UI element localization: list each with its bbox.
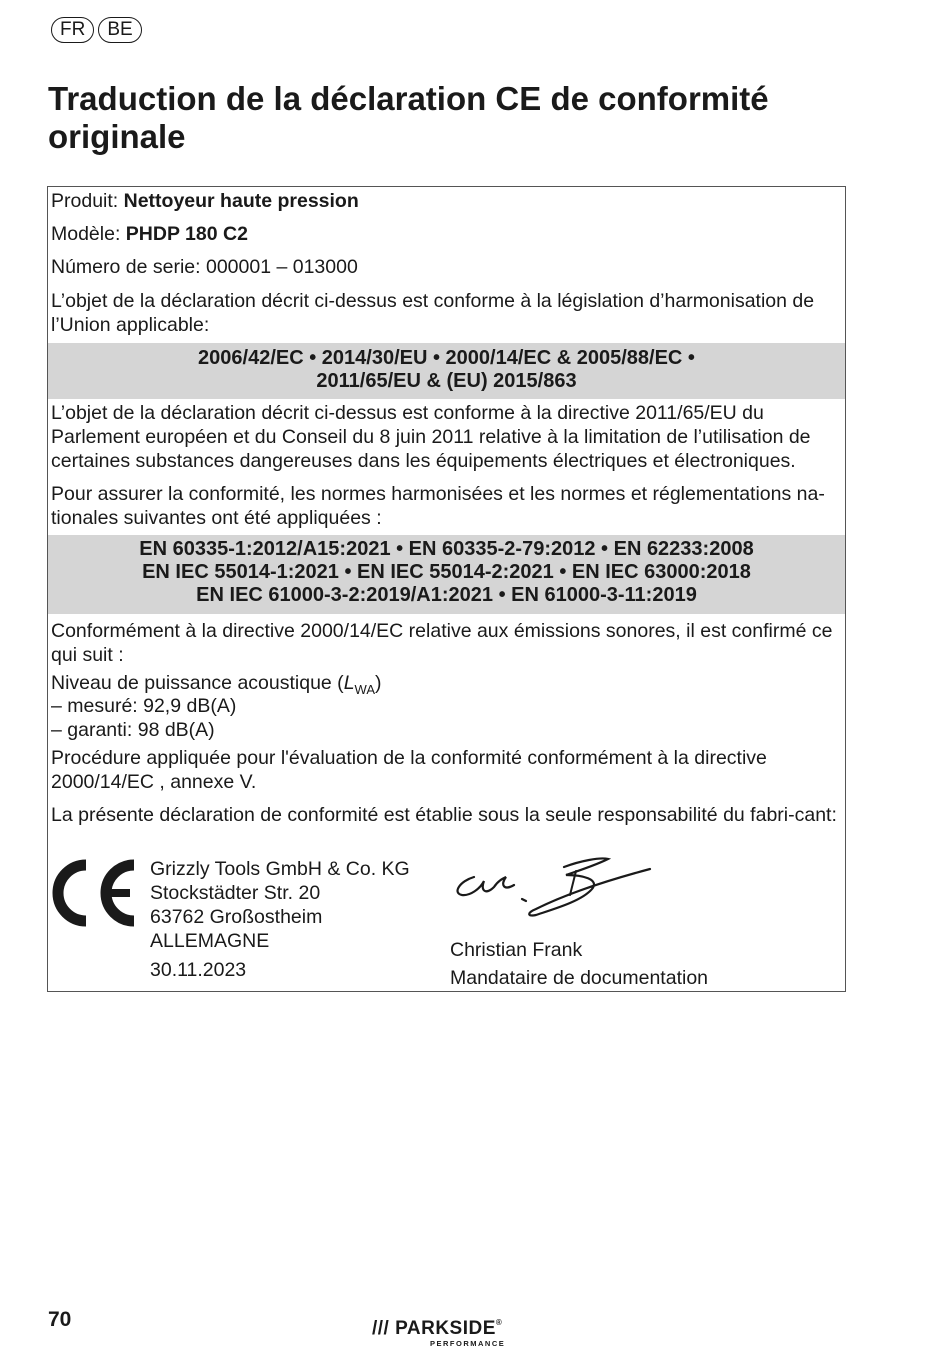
lang-badge-be: BE [98,17,141,43]
logo-slashes-icon: /// [372,1318,396,1339]
manufacturer-address [150,857,410,982]
sound-subscript: WA [354,681,376,697]
product-line [51,189,841,213]
signature-icon [450,849,660,931]
standards-line: EN IEC 55014-1:2021 • EN IEC 55014-2:2021 • EN IEC 63000:2018 [142,561,751,583]
model-label: Modèle: [51,223,121,245]
manufacturer-street: Stockstädter Str. 20 [150,882,321,904]
procedure-text: Procédure appliquée pour l'évaluation de la conformité conformément à la directive 2000/14/EC , annexe V. [51,747,767,793]
manufacturer-name: Grizzly Tools GmbH & Co. KG [150,858,410,880]
sound-power-label: Niveau de puissance acoustique $(L_{WA})$ [51,672,382,697]
brand-logo: /// PARKSIDE® PERFORMANCE [372,1318,532,1348]
conformity-text: L’objet de la déclaration décrit ci-dessus est conforme à la législation d’harmonisation de l’Union applicable: [51,290,815,336]
standards-line: EN IEC 61000-3-2:2019/A1:2021 • EN 61000-3-11:2019 [196,584,697,606]
serial-number: Número de serie: 000001 – 013000 [51,256,358,278]
language-badges [51,17,142,43]
standards-line: EN 60335-1:2012/A15:2021 • EN 60335-2-79:2012 • EN 62233:2008 [139,538,754,560]
directives-line: 2011/65/EU & (EU) 2015/863 [316,370,577,392]
declaration-box [47,186,846,992]
guaranteed-value: – garanti: 98 dB(A) [51,719,215,741]
sound-symbol: L [343,672,355,694]
ce-mark-icon [52,859,138,927]
lang-badge-fr: FR [51,17,94,43]
declaration-date: 30.11.2023 [150,959,247,981]
signer-role: Mandataire de documentation [450,967,709,989]
product-label: Produit: [51,190,119,212]
page-number: 70 [48,1308,72,1331]
directives-band [48,343,845,399]
standards-intro: Pour assurer la conformité, les normes harmonisées et les normes et réglementations na-tionales suivantes ont été appliquées : [51,483,825,529]
model-line [51,222,841,246]
signer-name: Christian Frank [450,939,583,961]
manufacturer-country: ALLEMAGNE [150,930,270,952]
product-value: Nettoyeur haute pression [123,190,359,212]
responsibility-text: La présente déclaration de conformité est établie sous la seule responsabilité du fabri-cant: [51,804,837,826]
standards-band [48,535,845,614]
signer-block [450,936,708,992]
brand-name: PARKSIDE [395,1318,496,1339]
rohs-text: L’objet de la déclaration décrit ci-dessus est conforme à la directive 2011/65/EU du Parlement européen et du Conseil du 8 juin 2011 relative à la limitation de l’utilisation de certaines substances dangereuses dans les équipements électriques et électroniques. [51,402,811,472]
brand-subline: PERFORMANCE [430,1339,506,1348]
page-title: Traduction de la déclaration CE de conformité originale [48,80,769,155]
measured-value: – mesuré: 92,9 dB(A) [51,695,237,717]
manufacturer-city: 63762 Großostheim [150,906,323,928]
noise-intro: Conformément à la directive 2000/14/EC relative aux émissions sonores, il est confirmé ce qui suit : [51,620,833,666]
model-value: PHDP 180 C2 [125,223,248,245]
directives-line: 2006/42/EC • 2014/30/EU • 2000/14/EC & 2005/88/EC • [198,347,695,369]
